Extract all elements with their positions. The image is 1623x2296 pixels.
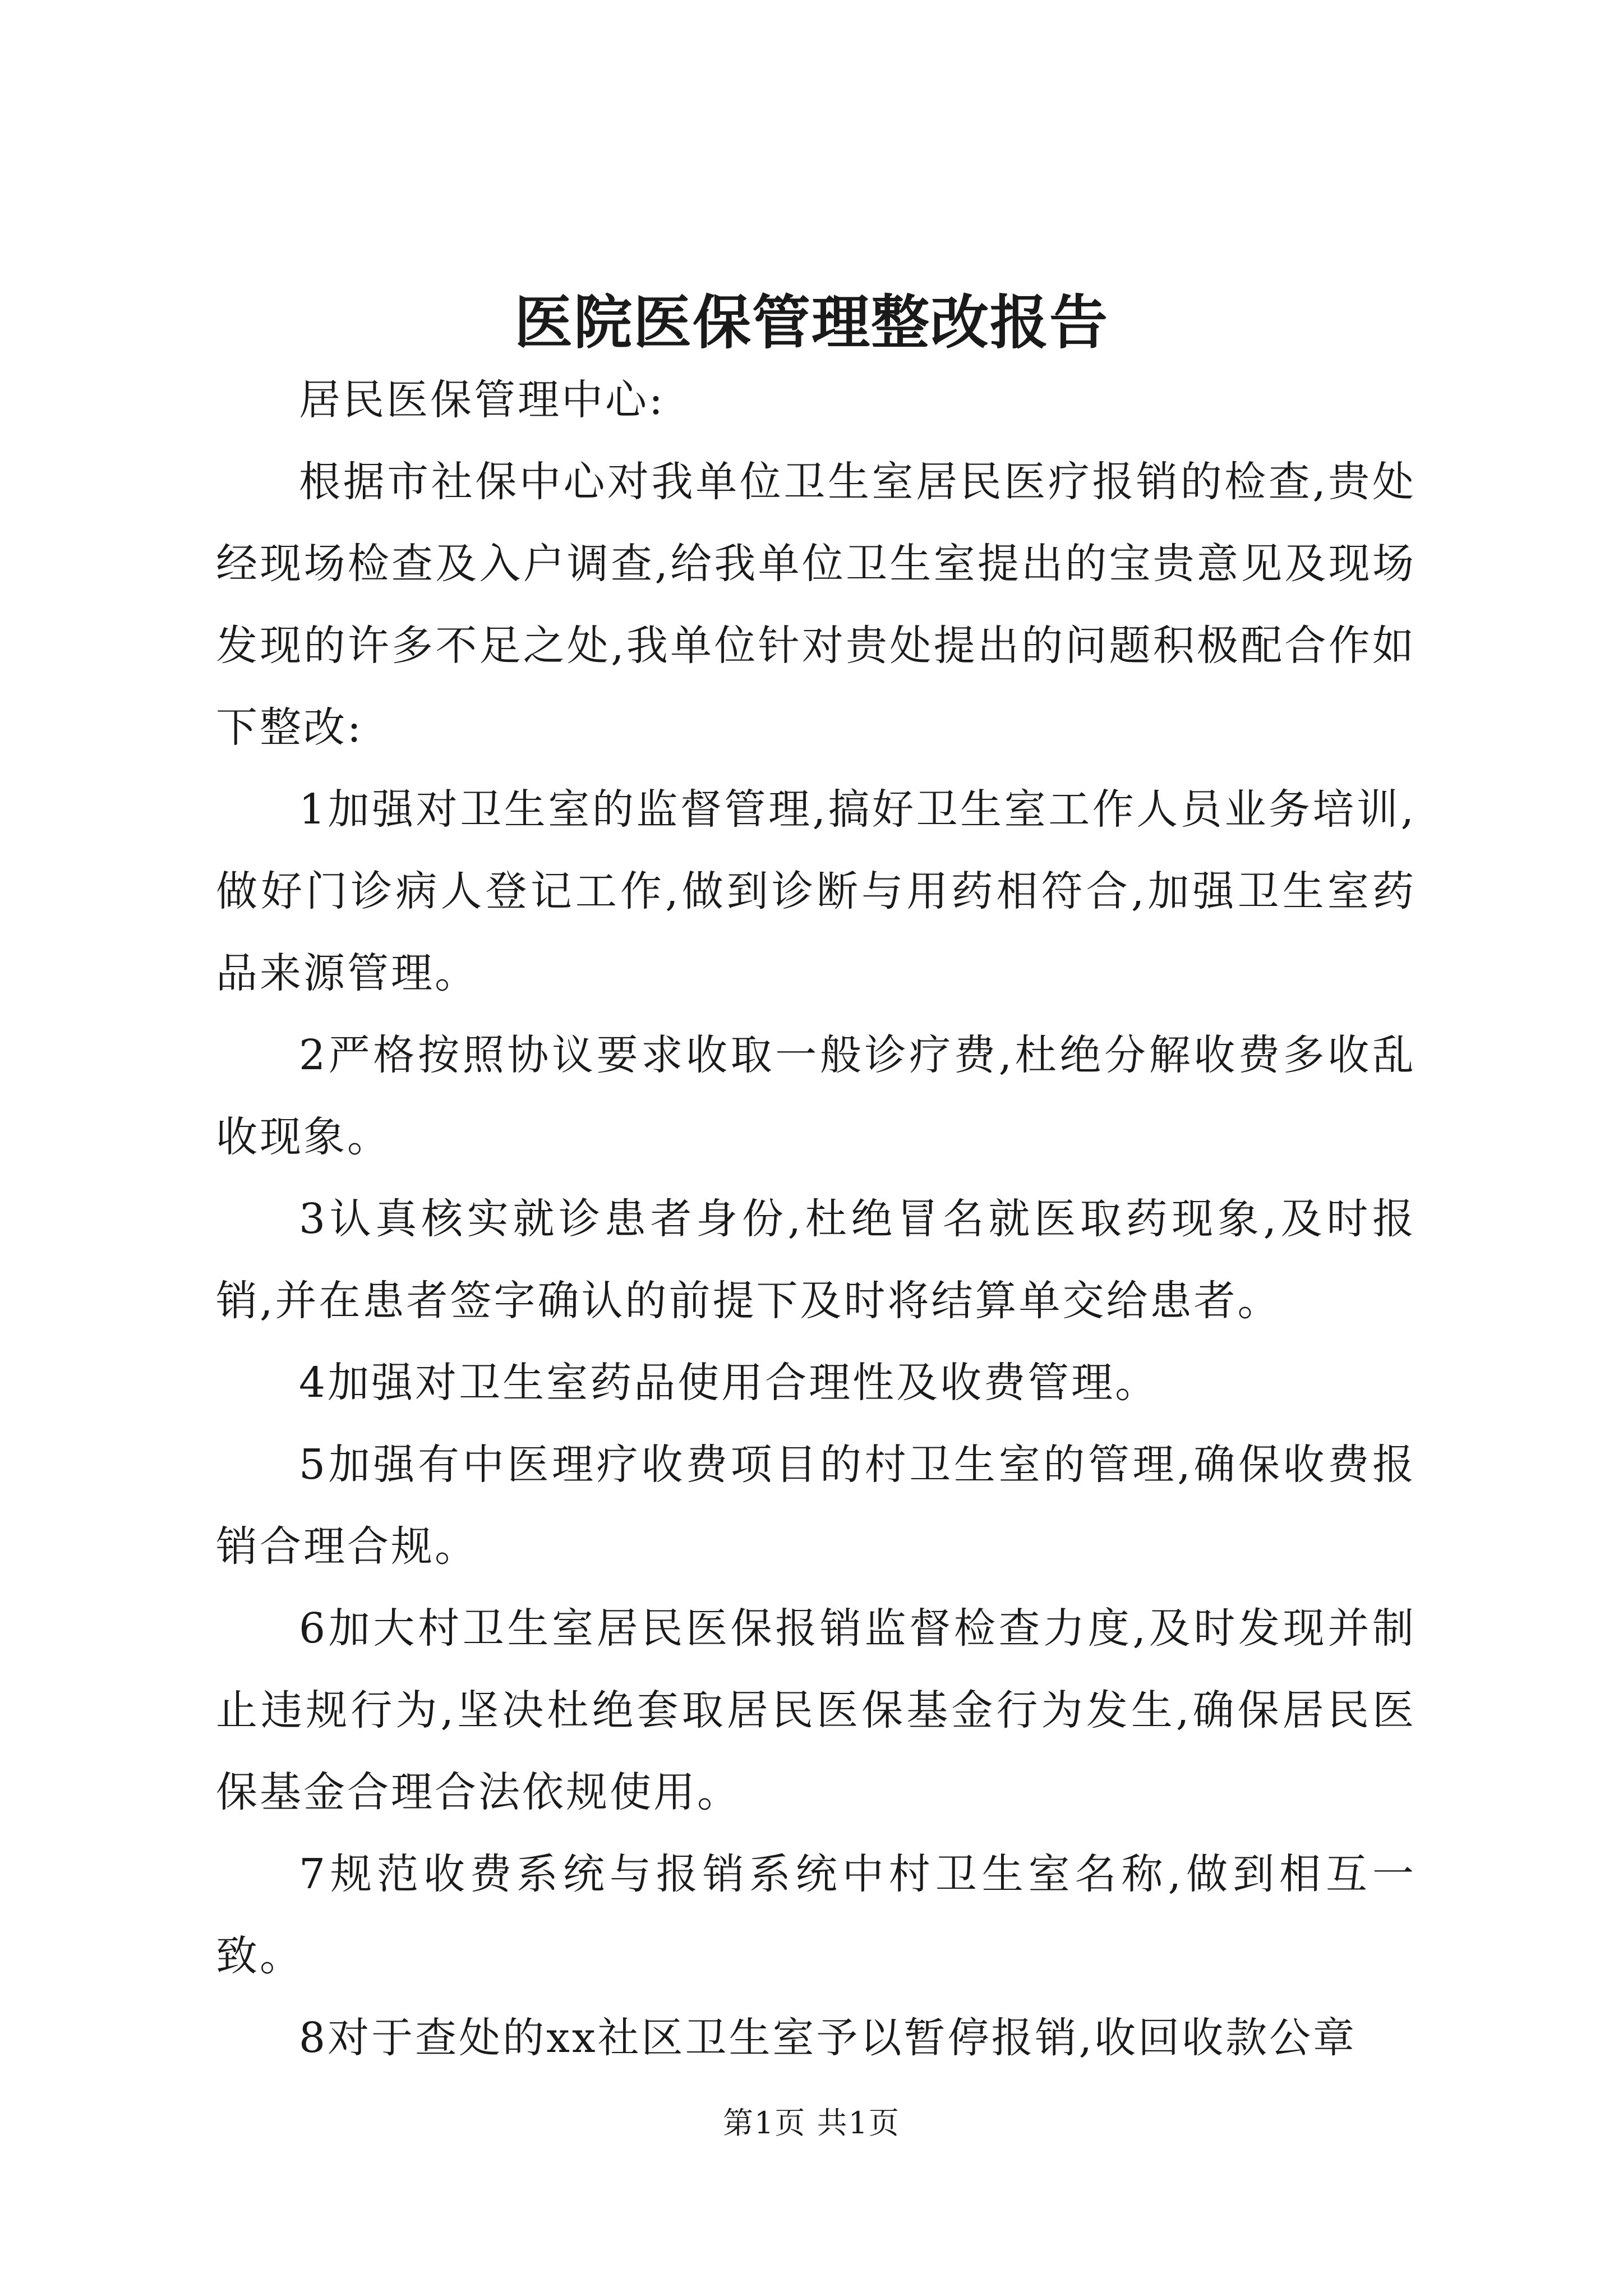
- paragraph-item-3: 3认真核实就诊患者身份,杜绝冒名就医取药现象,及时报销,并在患者签字确认的前提下及时将结算单交给患者。: [216, 1195, 1416, 1325]
- paragraph-item-4: 4加强对卫生室药品使用合理性及收费管理。: [299, 1359, 1159, 1407]
- paragraph-item-8: 8对于查处的xx社区卫生室予以暂停报销,收回收款公章: [299, 2014, 1357, 2062]
- paragraph-item-6: 6加大村卫生室居民医保报销监督检查力度,及时发现并制止违规行为,坚决杜绝套取居民医保基金行为发生,确保居民医保基金合理合法依规使用。: [216, 1604, 1416, 1816]
- document-body: [216, 359, 1416, 2079]
- paragraph-item-5: 5加强有中医理疗收费项目的村卫生室的管理,确保收费报销合理合规。: [216, 1441, 1416, 1571]
- paragraph-item-1: 1加强对卫生室的监督管理,搞好卫生室工作人员业务培训,做好门诊病人登记工作,做到诊断与用药相符合,加强卫生室药品来源管理。: [216, 785, 1416, 997]
- paragraph-item-7: 7规范收费系统与报销系统中村卫生室名称,做到相互一致。: [216, 1850, 1416, 1980]
- salutation: 居民医保管理中心:: [299, 376, 665, 424]
- document-title: 医院医保管理整改报告: [514, 288, 1109, 357]
- paragraph-intro: 根据市社保中心对我单位卫生室居民医疗报销的检查,贵处经现场检查及入户调查,给我单位卫生室提出的宝贵意见及现场发现的许多不足之处,我单位针对贵处提出的问题积极配合作如下整改:: [216, 458, 1416, 752]
- paragraph-item-2: 2严格按照协议要求收取一般诊疗费,杜绝分解收费多收乱收现象。: [216, 1031, 1416, 1161]
- page-number-footer: 第1页 共1页: [723, 2105, 900, 2141]
